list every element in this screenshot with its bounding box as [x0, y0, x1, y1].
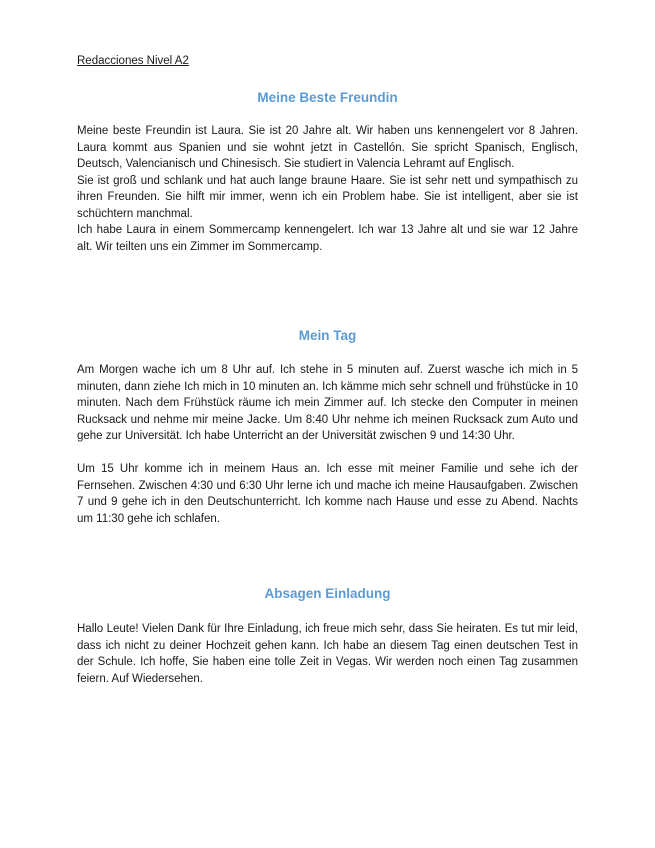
paragraph: Sie ist groß und schlank und hat auch lange braune Haare. Sie ist sehr nett und sympathisch zu ihren Freunden. Sie hilft mir immer, wenn ich ein Problem habe. Sie ist intelligent, aber sie ist schüchtern manchmal. — [77, 174, 578, 220]
document-header: Redacciones Nivel A2 — [77, 55, 189, 67]
section-title-absagen: Absagen Einladung — [264, 586, 391, 601]
paragraph: Meine beste Freundin ist Laura. Sie ist 20 Jahre alt. Wir haben uns kennengelert vor 8 Jahren. Laura kommt aus Spanien und sie wohnt jetzt in Castellón. Sie spricht Spanisch, Englisch, Deutsch, Valencianisch und Chinesisch. Sie studiert in Valencia Lehramt auf Englisch. — [77, 125, 578, 170]
section-title-tag: Mein Tag — [298, 328, 357, 343]
section-title-freundin: Meine Beste Freundin — [257, 90, 398, 105]
section-body-tag — [77, 362, 578, 527]
paragraph: Ich habe Laura in einem Sommercamp kennengelert. Ich war 13 Jahre alt und sie war 12 Jahre alt. Wir teilten uns ein Zimmer im Sommercamp. — [77, 224, 578, 253]
paragraph: Hallo Leute! Vielen Dank für Ihre Einladung, ich freue mich sehr, dass Sie heiraten. Es tut mir leid, dass ich nicht zu deiner Hochzeit gehen kann. Ich habe an diesem Tag einen deutschen Test in der Schule. Ich hoffe, Sie haben eine tolle Zeit in Vegas. Wir werden noch einen Tag zusammen feiern. Auf Wiedersehen. — [77, 623, 578, 685]
paragraph: Um 15 Uhr komme ich in meinem Haus an. Ich esse mit meiner Familie und sehe ich der Fernsehen. Zwischen 4:30 und 6:30 Uhr lerne ich und mache ich meine Hausaufgaben. Zwischen 7 und 9 gehe ich in den Deutschunterricht. Ich komme nach Hause und esse zu Abend. Nachts um 11:30 gehe ich schlafen. — [77, 463, 578, 525]
section-body-freundin — [77, 123, 578, 255]
paragraph: Am Morgen wache ich um 8 Uhr auf. Ich stehe in 5 minuten auf. Zuerst wasche ich mich in 5 minuten, dann ziehe Ich mich in 10 minuten an. Ich kämme mich sehr schnell und frühstücke in 10 minuten. Nach dem Frühstück räume ich mein Zimmer auf. Ich stecke den Computer in meinen Rucksack und nehme mir meine Jacke. Um 8:40 Uhr nehme ich meinen Rucksack zum Auto und gehe zur Universität. Ich habe Unterricht an der Universität zwischen 9 und 14:30 Uhr. — [77, 364, 578, 442]
section-body-absagen — [77, 621, 578, 687]
